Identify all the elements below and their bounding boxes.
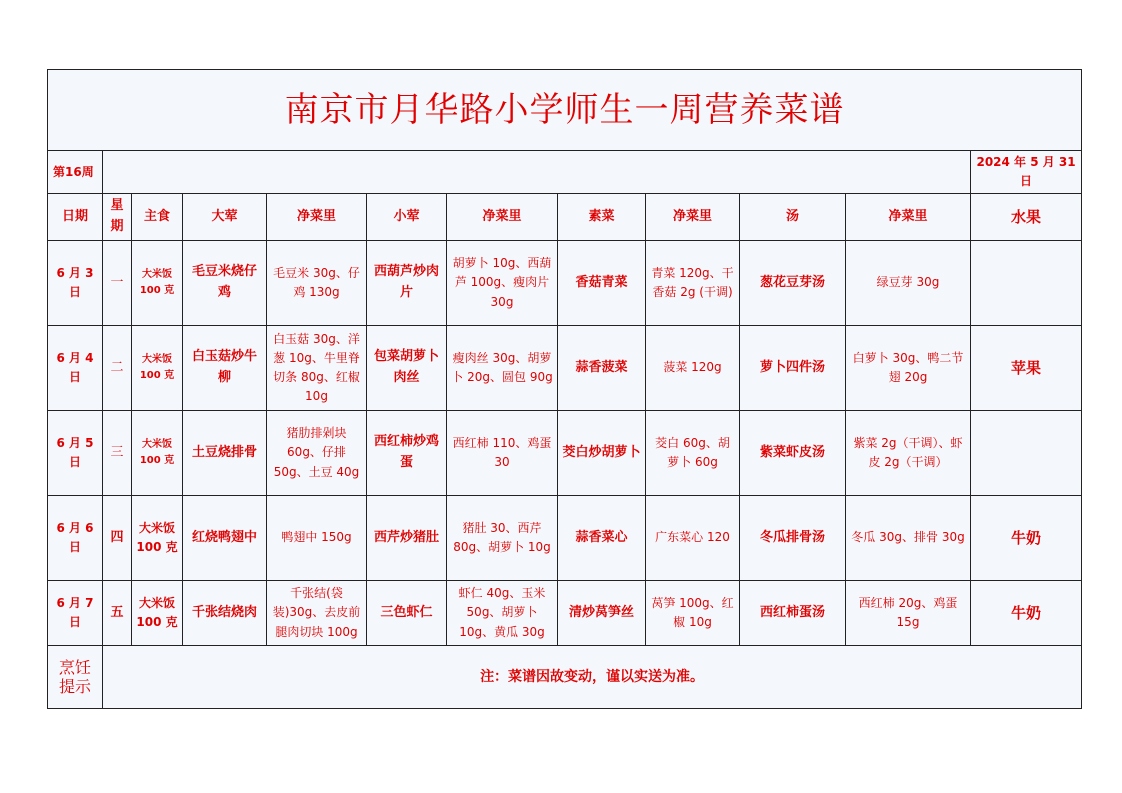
day-side-dish: 西红柿炒鸡蛋 [367,410,447,495]
day-side-dish-ing: 猪肚 30、西芹 80g、胡萝卜 10g [447,495,558,580]
day-weekday: 一 [103,240,132,325]
day-veg-ing: 青菜 120g、干香菇 2g (干调) [646,240,740,325]
header-fruit: 水果 [971,194,1082,241]
day-veg-ing: 莴笋 100g、红椒 10g [646,580,740,645]
day-soup: 冬瓜排骨汤 [740,495,846,580]
day-weekday: 四 [103,495,132,580]
day-date: 6 月 3 日 [48,240,103,325]
day-soup-ing: 紫菜 2g（干调）、虾皮 2g（干调） [846,410,971,495]
day-weekday: 五 [103,580,132,645]
day-main-dish: 土豆烧排骨 [183,410,267,495]
day-fruit [971,410,1082,495]
table-row [48,580,1082,645]
day-side-dish-ing: 瘦肉丝 30g、胡萝卜 20g、圆包 90g [447,325,558,410]
day-fruit [971,240,1082,325]
day-main-dish: 白玉菇炒牛柳 [183,325,267,410]
day-staple: 大米饭 100 克 [132,240,183,325]
day-main-dish-ing: 白玉菇 30g、洋葱 10g、牛里脊切条 80g、红椒 10g [267,325,367,410]
day-soup-ing: 绿豆芽 30g [846,240,971,325]
day-main-dish-ing: 鸭翅中 150g [267,495,367,580]
cooking-tip-label: 烹饪提示 [48,645,103,708]
header-staple: 主食 [132,194,183,241]
day-fruit: 牛奶 [971,495,1082,580]
day-veg: 茭白炒胡萝卜 [558,410,646,495]
header-veg-ing: 净菜里 [646,194,740,241]
header-side-dish: 小荤 [367,194,447,241]
day-date: 6 月 4 日 [48,325,103,410]
day-fruit: 牛奶 [971,580,1082,645]
table-row [48,410,1082,495]
table-row [48,325,1082,410]
day-main-dish: 毛豆米烧仔鸡 [183,240,267,325]
day-main-dish: 红烧鸭翅中 [183,495,267,580]
header-weekday: 星期 [103,194,132,241]
day-veg: 蒜香菠菜 [558,325,646,410]
day-fruit: 苹果 [971,325,1082,410]
day-soup-ing: 冬瓜 30g、排骨 30g [846,495,971,580]
header-soup: 汤 [740,194,846,241]
cooking-tip-text: 注：菜谱因故变动，谨以实送为准。 [103,645,1082,708]
day-staple: 大米饭 100 克 [132,580,183,645]
info-spacer [103,151,971,194]
day-staple: 大米饭 100 克 [132,495,183,580]
day-side-dish: 西葫芦炒肉片 [367,240,447,325]
day-soup: 紫菜虾皮汤 [740,410,846,495]
day-soup: 葱花豆芽汤 [740,240,846,325]
day-date: 6 月 7 日 [48,580,103,645]
day-weekday: 二 [103,325,132,410]
header-main-dish: 大荤 [183,194,267,241]
header-row [48,194,1082,241]
day-veg-ing: 广东菜心 120 [646,495,740,580]
day-date: 6 月 6 日 [48,495,103,580]
day-side-dish: 三色虾仁 [367,580,447,645]
day-veg: 香菇青菜 [558,240,646,325]
day-veg: 清炒莴笋丝 [558,580,646,645]
day-main-dish-ing: 猪肋排剁块 60g、仔排 50g、土豆 40g [267,410,367,495]
week-label: 第16周 [48,151,103,194]
table-row [48,240,1082,325]
day-weekday: 三 [103,410,132,495]
day-veg: 蒜香菜心 [558,495,646,580]
day-veg-ing: 菠菜 120g [646,325,740,410]
day-side-dish: 包菜胡萝卜肉丝 [367,325,447,410]
day-staple: 大米饭 100 克 [132,325,183,410]
day-staple: 大米饭 100 克 [132,410,183,495]
day-soup-ing: 白萝卜 30g、鸭二节翅 20g [846,325,971,410]
header-side-dish-ing: 净菜里 [447,194,558,241]
day-main-dish: 千张结烧肉 [183,580,267,645]
day-date: 6 月 5 日 [48,410,103,495]
day-veg-ing: 茭白 60g、胡萝卜 60g [646,410,740,495]
date-label: 2024 年 5 月 31 日 [971,151,1082,194]
header-veg: 素菜 [558,194,646,241]
header-soup-ing: 净菜里 [846,194,971,241]
day-soup-ing: 西红柿 20g、鸡蛋 15g [846,580,971,645]
table-row [48,495,1082,580]
page-title: 南京市月华路小学师生一周营养菜谱 [48,70,1082,151]
header-date: 日期 [48,194,103,241]
day-side-dish-ing: 西红柿 110、鸡蛋 30 [447,410,558,495]
day-main-dish-ing: 毛豆米 30g、仔鸡 130g [267,240,367,325]
day-side-dish-ing: 虾仁 40g、玉米 50g、胡萝卜 10g、黄瓜 30g [447,580,558,645]
menu-table [47,69,1082,709]
day-side-dish-ing: 胡萝卜 10g、西葫芦 100g、瘦肉片 30g [447,240,558,325]
header-main-dish-ing: 净菜里 [267,194,367,241]
day-soup: 萝卜四件汤 [740,325,846,410]
day-soup: 西红柿蛋汤 [740,580,846,645]
day-side-dish: 西芹炒猪肚 [367,495,447,580]
day-main-dish-ing: 千张结(袋装)30g、去皮前腿肉切块 100g [267,580,367,645]
